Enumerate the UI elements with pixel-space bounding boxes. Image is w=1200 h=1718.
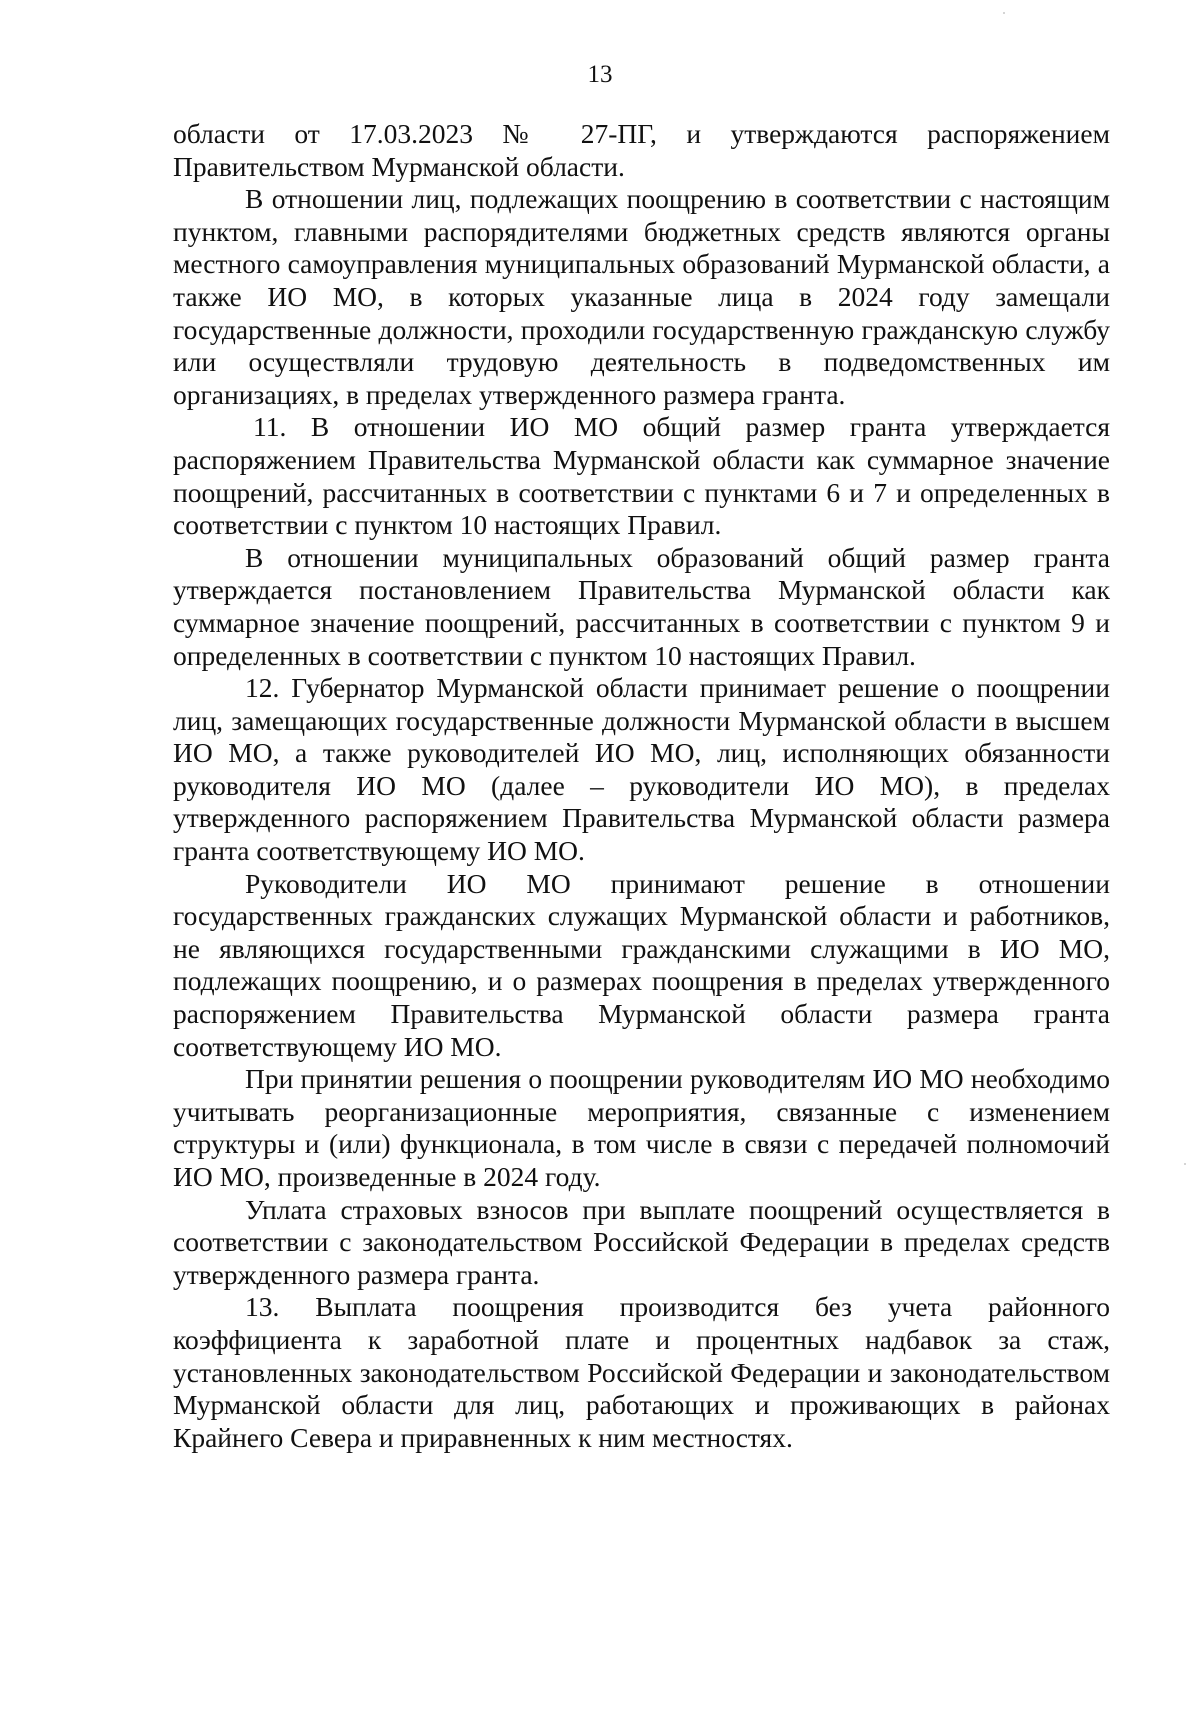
scan-speck [1184,1163,1186,1165]
paragraph-item-12-reorganization: При принятии решения о поощрении руководителям ИО МО необходимо учитывать реорганизационные мероприятия, связанные с изменением структуры и (или) функционала, в том числе в связи с передачей полномочий ИО МО, произведенные в 2024 году. [173,1063,1110,1192]
paragraph-item-13: 13. Выплата поощрения производится без учета районного коэффициента к заработной плате и процентных надбавок за стаж, установленных законодательством Российской Федерации и законодательством Мурманской области для лиц, работающих и проживающих в районах Крайнего Севера и приравненных к ним местностях. [173,1291,1110,1453]
scan-speck [1003,12,1005,14]
document-body [173,118,1110,1454]
paragraph-budget-holders: В отношении лиц, подлежащих поощрению в соответствии с настоящим пунктом, главными распорядителями бюджетных средств являются органы местного самоуправления муниципальных образований Мурманской области, а также ИО МО, в которых указанные лица в 2024 году замещали государственные должности, проходили государственную гражданскую службу или осуществляли трудовую деятельность в подведомственных им организациях, в пределах утвержденного размера гранта. [173,183,1110,410]
paragraph-item-11: 11. В отношении ИО МО общий размер гранта утверждается распоряжением Правительства Мурманской области как суммарное значение поощрений, рассчитанных в соответствии с пунктами 6 и 7 и определенных в соответствии с пунктом 10 настоящих Правил. [173,411,1110,541]
paragraph-item-12-heads: Руководители ИО МО принимают решение в отношении государственных гражданских служащих Мурманской области и работников, не являющихся государственными гражданскими служащими в ИО МО, подлежащих поощрению, и о размерах поощрения в пределах утвержденного распоряжением Правительства Мурманской области размера гранта соответствующему ИО МО. [173,867,1110,1062]
paragraph-item-11-municipal: В отношении муниципальных образований общий размер гранта утверждается постановлением Правительства Мурманской области как суммарное значение поощрений, рассчитанных в соответствии с пунктом 9 и определенных в соответствии с пунктом 10 настоящих Правил. [173,541,1110,671]
paragraph-continuation: области от 17.03.2023 № 27-ПГ, и утверждаются распоряжением Правительством Мурманской области. [173,118,1110,182]
page-number: 13 [587,61,613,88]
paragraph-item-12: 12. Губернатор Мурманской области принимает решение о поощрении лиц, замещающих государственные должности Мурманской области в высшем ИО МО, а также руководителей ИО МО, лиц, исполняющих обязанности руководителя ИО МО (далее – руководители ИО МО), в пределах утвержденного распоряжением Правительства Мурманской области размера гранта соответствующему ИО МО. [173,672,1110,867]
paragraph-item-12-insurance: Уплата страховых взносов при выплате поощрений осуществляется в соответствии с законодательством Российской Федерации в пределах средств утвержденного размера гранта. [173,1193,1110,1290]
